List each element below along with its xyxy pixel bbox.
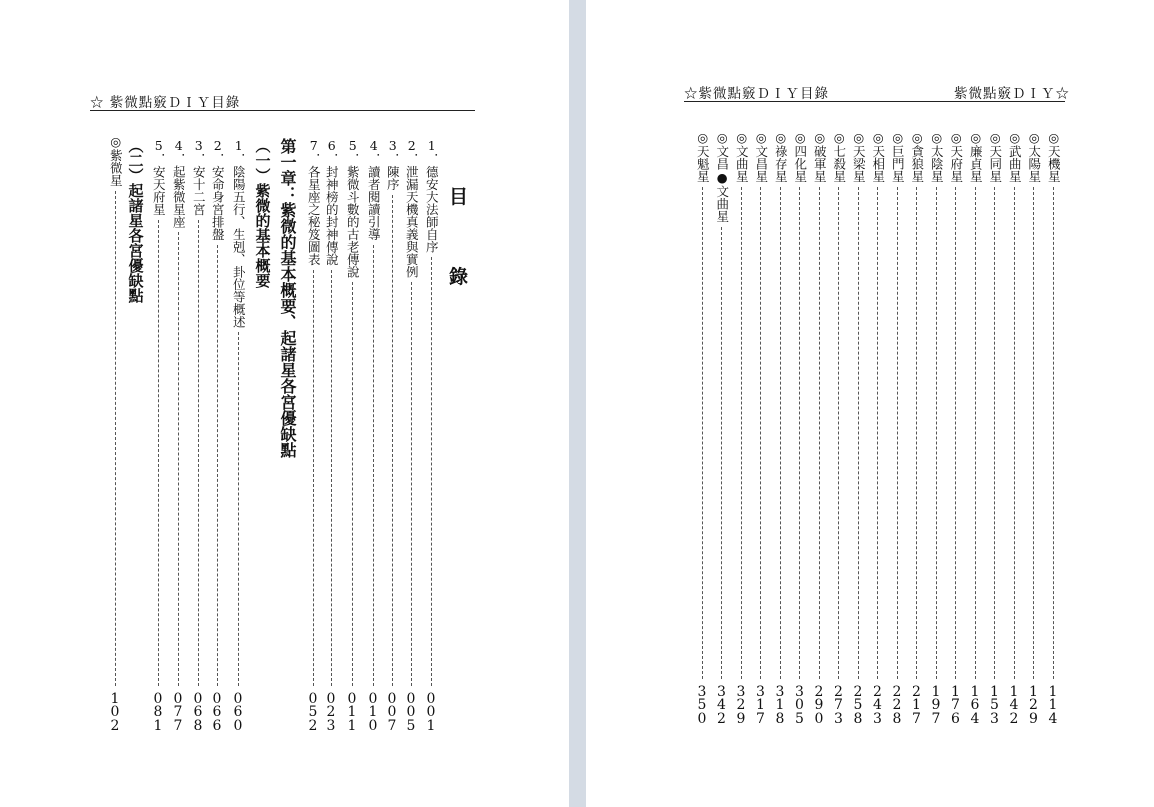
toc-page-number: 0 1 0 [368,690,378,734]
right-page-header-left: ☆紫微點竅ＤＩＹ目錄 [684,86,829,102]
toc-entry-title: ◎祿存星 [773,130,789,183]
toc-entry [1024,130,1044,725]
toc-entry-title: ◎破軍星 [812,130,828,183]
toc-entry [1004,130,1024,725]
toc-entry-title: 7．各星座之秘笈圖表 [306,138,322,266]
toc-dot-leader [780,187,781,679]
toc-dot-leader [975,187,976,679]
toc-page-number: 0 2 3 [326,690,336,734]
toc-entry [277,138,297,520]
toc-entry [868,130,888,725]
toc-page-number: 1 9 7 [931,683,941,727]
toc-page-number: 1 0 2 [110,690,120,734]
toc-entry [829,130,849,725]
toc-entry-title: 5．安天府星 [151,138,167,216]
toc-entry [907,130,927,725]
toc-page-number: 0 0 7 [387,690,397,734]
toc-page-number: 2 7 3 [834,683,843,727]
toc-entry [342,138,362,732]
toc-entry-title: 5．紫微斗數的古老傳說 [345,138,361,278]
toc-page-number: 2 5 8 [853,683,863,727]
toc-entry [105,134,125,732]
toc-page-number: 3 1 7 [756,683,765,727]
toc-dot-leader [158,220,159,686]
toc-entry-title: ◎四化星 [792,130,808,183]
toc-page-number: 1 4 2 [1009,683,1019,727]
toc-dot-leader [955,187,956,679]
toc-entry-title: （一）紫微的基本概要 [253,138,272,288]
left-page [0,0,569,807]
toc-entry-title: ◎太陰星 [929,130,945,183]
toc-dot-leader [1053,187,1054,679]
toc-entry [770,130,790,725]
toc-dot-leader [741,187,742,679]
toc-entry [363,138,383,732]
toc-entry [148,138,168,732]
toc-entry-title: ◎廉貞星 [968,130,984,183]
toc-entry-title: ◎紫微星 [108,134,124,187]
toc-page-number: 0 0 1 [426,690,436,734]
toc-dot-leader [313,270,314,686]
right-page [586,0,1154,807]
toc-dot-leader [877,187,878,679]
toc-page-number: 1 7 6 [951,683,960,727]
toc-entry [228,138,248,732]
toc-entry [168,138,188,732]
left-header-rule [90,110,475,111]
toc-entry-title: （二）起諸星各宮優缺點 [126,138,145,303]
toc-dot-leader [238,332,239,686]
toc-page-number: 2 4 3 [873,683,882,727]
toc-page-number: 0 7 7 [173,690,183,734]
toc-entry-title: ◎武曲星 [1007,130,1023,183]
toc-entry [751,130,771,725]
toc-dot-leader [431,257,432,686]
toc-dot-leader [858,187,859,679]
toc-page-number: 1 6 4 [970,683,980,727]
toc-entry-title: ◎天魁星 [695,130,711,183]
toc-entry-title: 1．德安大法師自序 [424,138,440,253]
toc-page-number: 0 0 5 [406,690,416,734]
left-page-header: ☆ 紫微點竅ＤＩＹ目錄 [90,95,241,111]
toc-entry [421,138,441,732]
toc-page-number: 3 2 9 [736,683,746,727]
toc-entry-title: ◎太陽星 [1026,130,1042,183]
toc-entry-title: 2．安命身宮排盤 [210,138,226,241]
toc-dot-leader [331,270,332,686]
toc-title-first-char: 目 [449,186,469,208]
toc-entry-title: 3．陳序 [385,138,401,191]
right-page-header-right: 紫微點竅ＤＩＹ☆ [954,86,1070,102]
toc-page-number: 1 2 9 [1029,683,1038,727]
toc-page-number: 2 2 8 [892,683,902,727]
toc-entry-title: 4．起紫微星座 [171,138,187,228]
toc-entry-title: ◎天相星 [870,130,886,183]
toc-page-number: 0 1 1 [347,690,357,734]
toc-entry-title: ◎文曲星 [734,130,750,183]
toc-page-number: 3 5 0 [697,683,707,727]
toc-page-number: 2 9 0 [814,683,824,727]
toc-dot-leader [994,187,995,679]
toc-dot-leader [916,187,917,679]
toc-dot-leader [936,187,937,679]
toc-entry [731,130,751,725]
toc-page-number: 0 5 2 [308,690,318,734]
toc-entry [125,138,145,520]
toc-dot-leader [799,187,800,679]
toc-entry [809,130,829,725]
toc-page-number: 2 1 7 [912,683,921,727]
toc-dot-leader [897,187,898,679]
toc-dot-leader [721,227,722,679]
toc-dot-leader [1033,187,1034,679]
toc-entry-title: 第一章：紫微的基本概要、起諸星各宮優缺點 [278,138,297,458]
toc-entry [848,130,868,725]
toc-dot-leader [217,245,218,686]
toc-page-number: 0 6 0 [233,690,243,734]
toc-dot-leader [411,282,412,686]
toc-dot-leader [819,187,820,679]
toc-entry [887,130,907,725]
toc-title-second-char: 錄 [449,266,469,288]
toc-dot-leader [352,282,353,686]
toc-entry-title: 3．安十二宮 [191,138,207,216]
toc-dot-leader [1014,187,1015,679]
page-gutter [569,0,586,807]
toc-entry [321,138,341,732]
toc-page-number: 3 1 8 [775,683,785,727]
toc-page-number: 0 6 6 [212,690,222,734]
toc-entry-title: 1．陰陽五行、生剋、卦位等概述 [231,138,247,328]
toc-dot-leader [392,195,393,686]
toc-entry-title: ◎貪狼星 [909,130,925,183]
toc-entry-title: ◎天府星 [948,130,964,183]
toc-dot-leader [178,232,179,686]
toc-entry-title: 4．讀者閱讀引導 [366,138,382,241]
toc-entry-title: ◎天同星 [987,130,1003,183]
toc-entry [965,130,985,725]
toc-page-number: 3 4 2 [717,683,726,727]
toc-entry-title: ◎文昌星 [753,130,769,183]
toc-entry-title: ◎天梁星 [851,130,867,183]
toc-entry-title: ◎七殺星 [831,130,847,183]
toc-entry-title: ◎文昌●文曲星 [714,130,730,223]
toc-dot-leader [373,245,374,686]
toc-entry [692,130,712,725]
toc-entry [188,138,208,732]
toc-entry [1043,130,1063,725]
toc-entry-title: ◎巨門星 [890,130,906,183]
toc-page-number: 0 6 8 [193,690,203,734]
toc-page-number: 1 5 3 [990,683,999,727]
toc-entry [252,138,272,520]
toc-dot-leader [198,220,199,686]
toc-page-number: 3 0 5 [795,683,804,727]
toc-entry [985,130,1005,725]
toc-entry [303,138,323,732]
toc-page-number: 1 1 4 [1048,683,1058,727]
toc-dot-leader [838,187,839,679]
toc-dot-leader [760,187,761,679]
toc-entry [712,130,732,725]
toc-entry-title: ◎天機星 [1046,130,1062,183]
toc-entry [207,138,227,732]
toc-entry [926,130,946,725]
toc-entry-title: 2．泄漏天機真義與實例 [404,138,420,278]
toc-entry [790,130,810,725]
toc-entry [946,130,966,725]
right-header-rule [684,101,1065,102]
toc-page-number: 0 8 1 [153,690,163,734]
toc-entry-title: 6．封神榜的封神傳說 [324,138,340,266]
toc-dot-leader [115,191,116,686]
toc-entry [401,138,421,732]
toc-entry [382,138,402,732]
toc-dot-leader [702,187,703,679]
